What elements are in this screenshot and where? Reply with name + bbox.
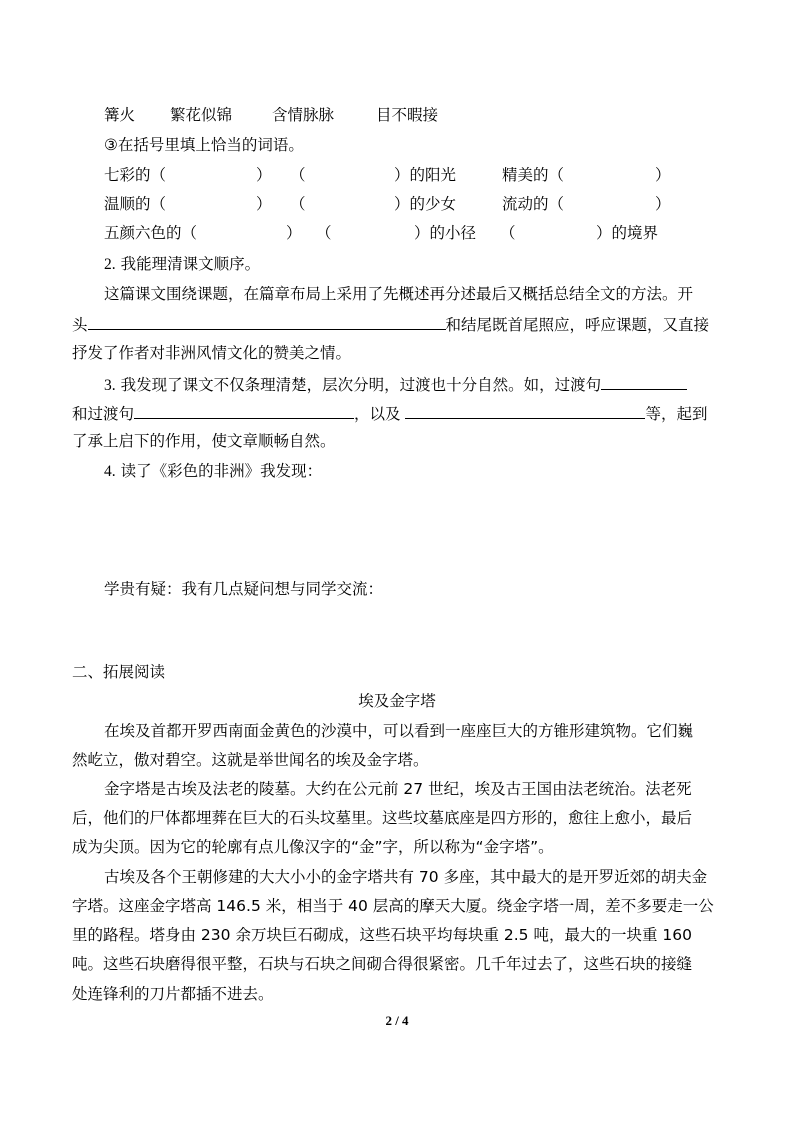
fill-blank-phrase: ）的小径 [414,224,477,242]
paragraph-line [104,461,322,482]
line-text: 和过渡句 [72,405,135,423]
line-text: 头 [72,316,88,334]
fill-blank-start: （ [290,166,306,184]
word-item: 目不暇接 [376,106,439,124]
fill-blank-start: 流动的（ [502,195,565,213]
section-number: 4. [104,463,116,480]
answer-blank[interactable] [601,373,687,390]
section-title [104,254,260,275]
fill-blank-start: 五颜六色的（ [104,224,198,242]
page-number: 2 / 4 [385,1013,409,1028]
article-title: 埃及金字塔 [358,692,436,710]
article-line: 里的路程。塔身由 230 余万块巨石砌成，这些石块平均每块重 2.5 吨，最大的一块重 160 [72,926,692,944]
answer-blank[interactable] [88,313,446,330]
answer-blank[interactable] [134,402,354,419]
article-line: 然屹立，傲对碧空。这就是举世闻名的埃及金字塔。 [72,751,429,769]
fill-blank-end: ） [256,166,272,184]
line-text: 我发现了课文不仅条理清楚，层次分明，过渡也十分自然。如，过渡句 [120,376,602,394]
line-text: 读了《彩色的非洲》我发现： [120,462,323,480]
fill-blank-end: ） [286,224,302,242]
fill-blank-start: （ [316,224,332,242]
fill-blank-phrase: ）的境界 [596,224,659,242]
word-item: 含情脉脉 [272,106,335,124]
line-text: ，以及 [354,405,401,423]
fill-blank-start: 精美的（ [502,166,565,184]
q3-instruction: ③在括号里填上恰当的词语。 [104,136,304,154]
article-line: 金字塔是古埃及法老的陵墓。大约在公元前 27 世纪，埃及古王国由法老统治。法老死 [104,780,692,798]
fill-blank-end: ） [256,195,272,213]
paragraph-line [72,313,709,335]
fill-blank-start: （ [500,224,516,242]
article-line: 成为尖顶。因为它的轮廓有点儿像汉字的“金”字，所以称为“金字塔”。 [72,838,554,856]
fill-blank-phrase: ）的少女 [394,195,457,213]
section-text: 我能理清课文顺序。 [120,255,261,273]
article-line: 吨。这些石块磨得很平整，石块与石块之间砌合得很紧密。几千年过去了，这些石块的接缝 [72,955,693,973]
fill-blank-phrase: ）的阳光 [394,166,457,184]
paragraph-line [104,373,687,396]
paragraph-line: 抒发了作者对非洲风情文化的赞美之情。 [72,344,352,362]
article-line: 字塔。这座金字塔高 146.5 米，相当于 40 层高的摩天大厦。绕金字塔一周，差不多要走一公 [72,897,714,915]
article-line: 古埃及各个王朝修建的大大小小的金字塔共有 70 多座，其中最大的是开罗近郊的胡夫金 [104,868,708,886]
line-text: 等，起到 [645,405,708,423]
article-line: 后，他们的尸体都埋葬在巨大的石头坟墓里。这些坟墓底座是四方形的，愈往上愈小，最后 [72,809,693,827]
line-text: 和结尾既首尾照应，呼应课题，又直接 [445,316,710,334]
paragraph-line: 这篇课文围绕课题，在篇章布局上采用了先概述再分述最后又概括总结全文的方法。开 [104,285,694,303]
paragraph-line: 了承上启下的作用，使文章顺畅自然。 [72,432,336,450]
fill-blank-start: 七彩的（ [104,166,167,184]
fill-blank-end: ） [655,195,671,213]
word-item: 繁花似锦 [170,106,233,124]
article-line: 在埃及首都开罗西南面金黄色的沙漠中，可以看到一座座巨大的方锥形建筑物。它们巍 [104,722,694,740]
answer-blank[interactable] [405,402,645,419]
part-heading: 二、拓展阅读 [72,663,166,681]
article-line: 处连锋利的刀片都插不进去。 [72,985,274,1003]
word-item: 篝火 [104,106,136,124]
section-number: 2. [104,256,116,273]
fill-blank-end: ） [655,166,671,184]
fill-blank-start: 温顺的（ [104,195,167,213]
question-prompt: 学贵有疑：我有几点疑问想与同学交流： [104,580,384,598]
fill-blank-start: （ [290,195,306,213]
section-number: 3. [104,377,116,394]
paragraph-line [72,402,707,424]
